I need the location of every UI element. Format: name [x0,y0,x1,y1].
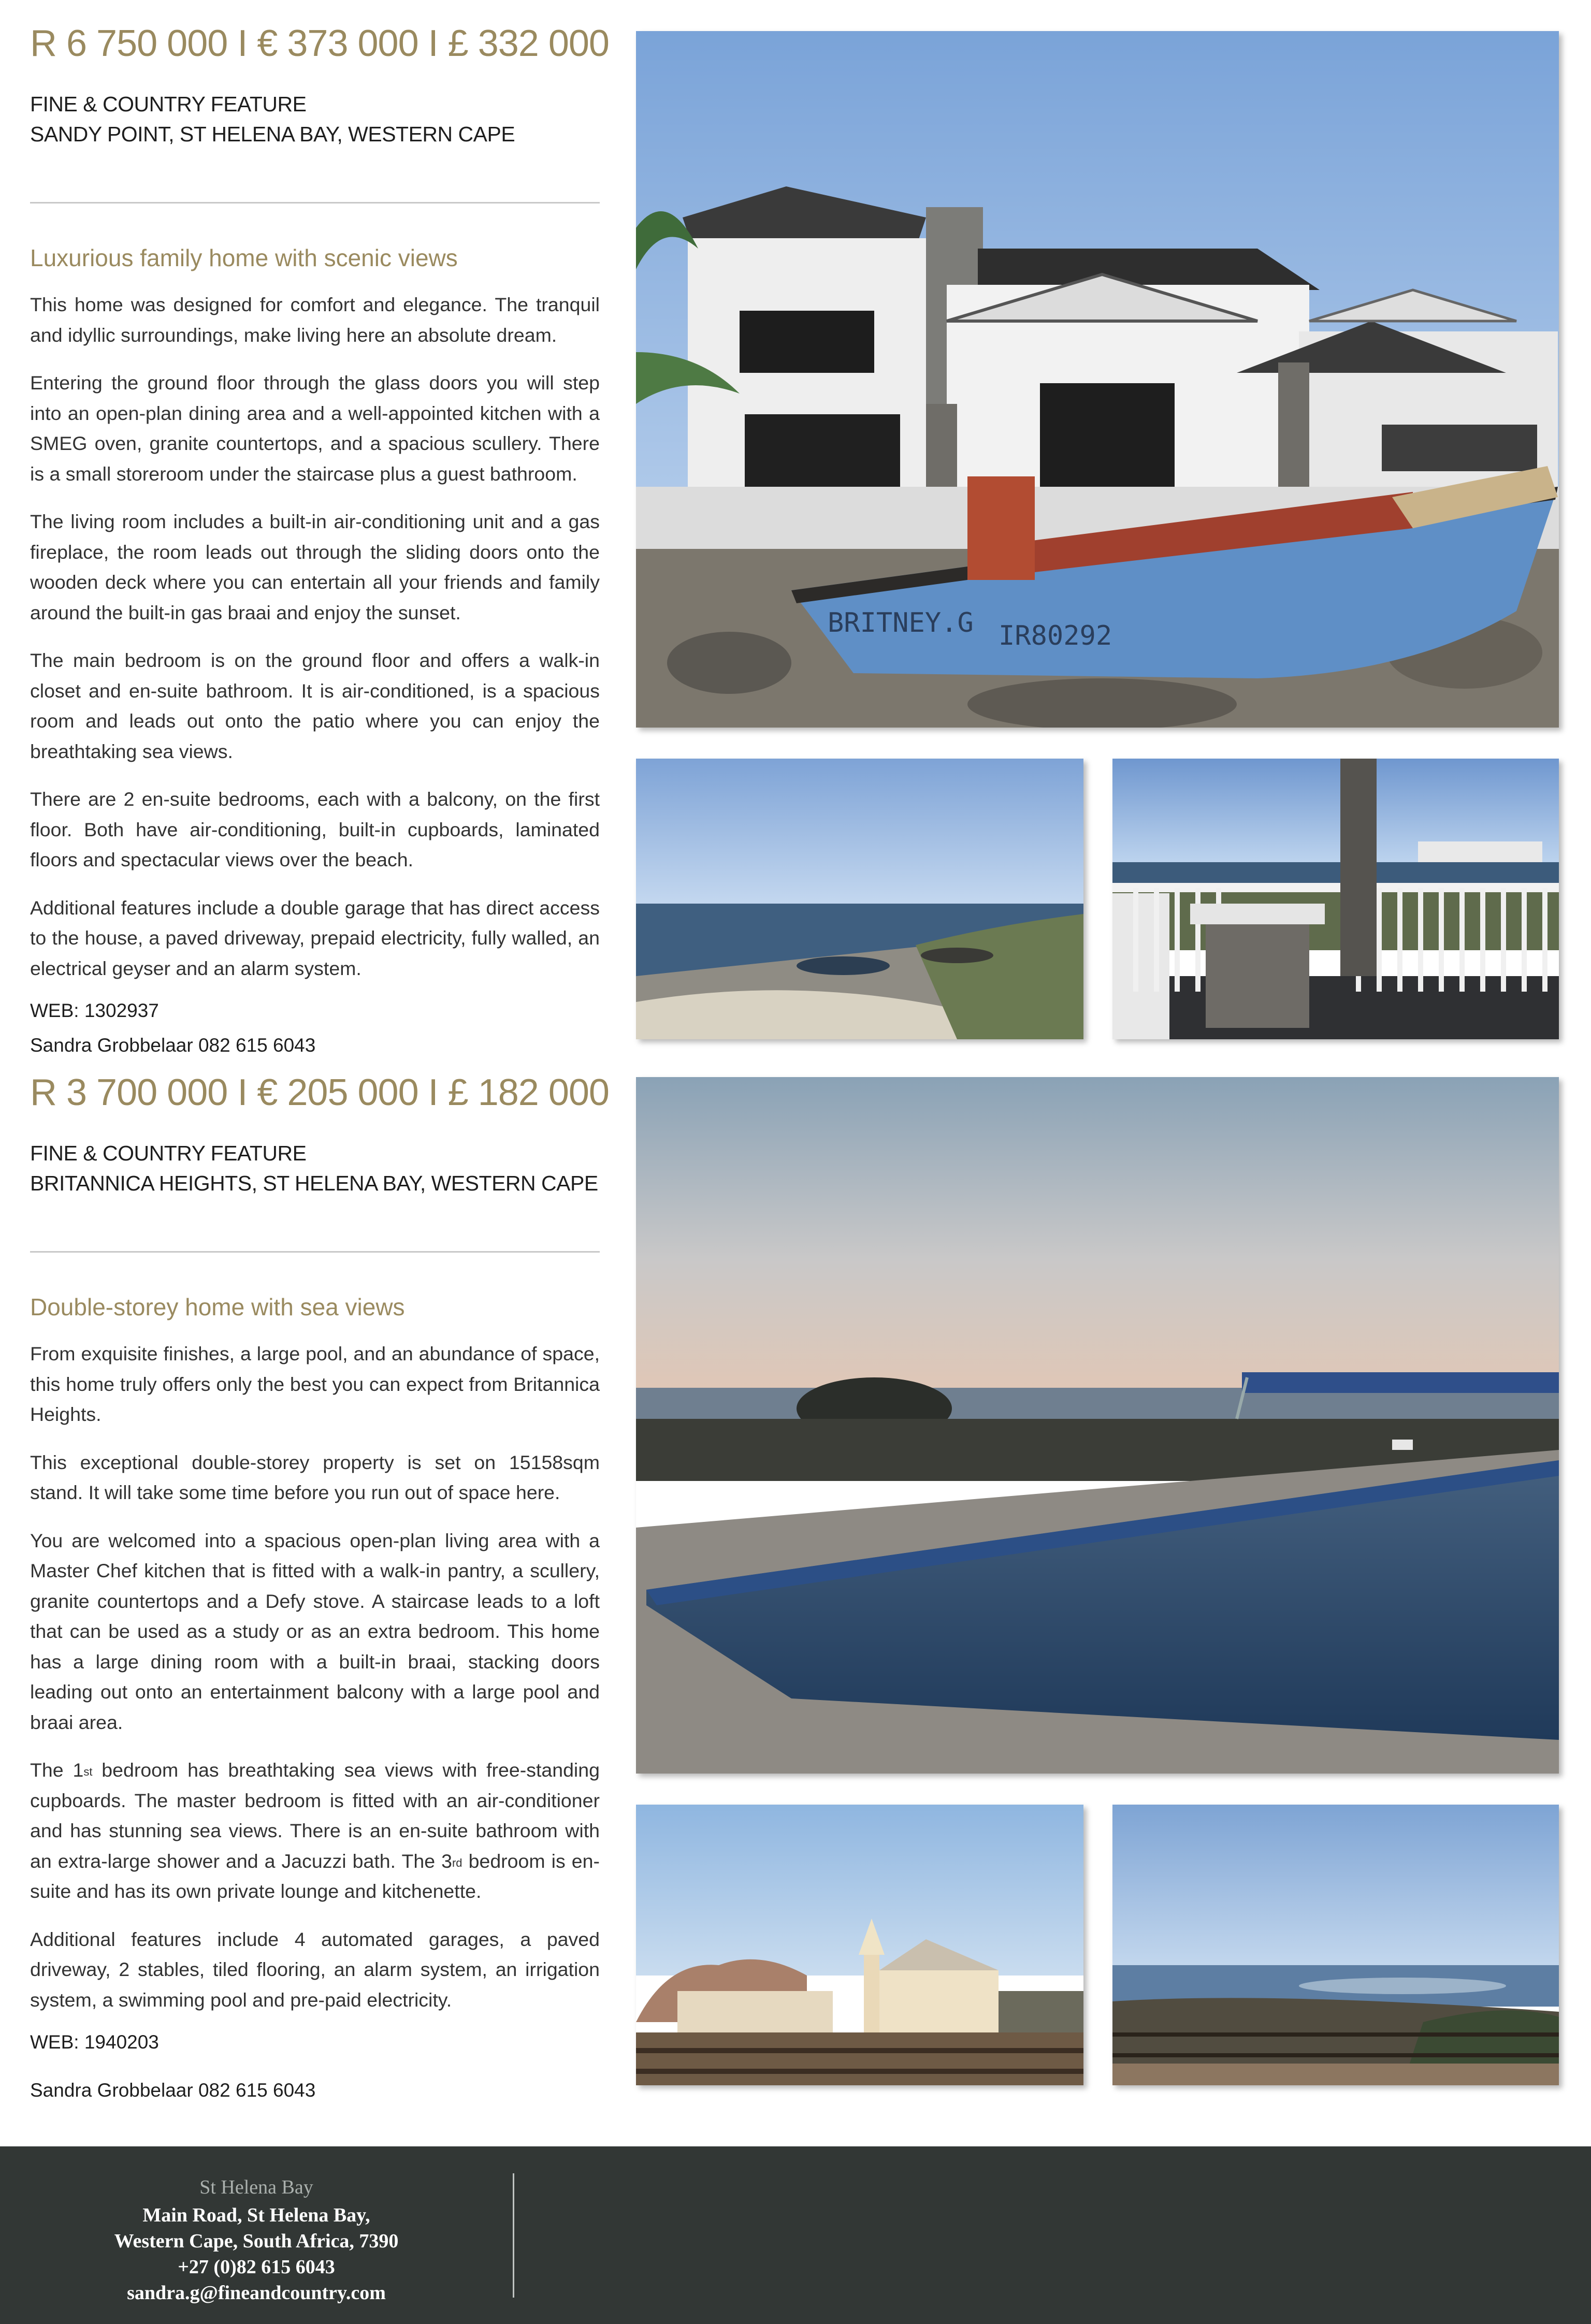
paragraph-text: The 1 [30,1759,84,1781]
paragraph: This home was designed for comfort and elegance. The tranquil and idyllic surroundings, make living here an absolute dream. [30,294,600,346]
ordinal-suffix: rd [452,1856,462,1869]
headline: Luxurious family home with scenic views [30,244,458,271]
listing-text [30,1072,609,2101]
house-boat-image [636,31,1559,728]
feature-label: FINE & COUNTRY FEATURE [30,92,307,116]
listing-text [30,23,609,1056]
paragraph: The living room includes a built-in air-conditioning unit and a gas fireplace, the room leads out through the sliding doors onto the wooden deck where you can entertain all your friends and family around the built-in gas braai and enjoy the sunset. [30,511,600,623]
office-phone: +27 (0)82 615 6043 [178,2256,335,2278]
photo-rocky-beach [636,759,1083,1039]
paragraph: You are welcomed into a spacious open-plan living area with a Master Chef kitchen that is fitted with a walk-in pantry, a scullery, granite countertops and a Defy stove. A staircase leads to a loft that can be used as a study or as an extra bedroom. This home has a large dining room with a built-in braai, stacking doors leading out onto an entertainment balcony with a large pool and braai area. [30,1529,600,1733]
feature-label: FINE & COUNTRY FEATURE [30,1141,307,1165]
footer-divider [513,2173,514,2298]
price: R 6 750 000 I € 373 000 I £ 332 000 [30,23,609,64]
listing-sandy-point [0,0,1591,1056]
sea-view-image [1112,1805,1559,2085]
paragraph: Entering the ground floor through the glass doors you will step into an open-plan dining area and a well-appointed kitchen with a SMEG oven, granite countertops, and a spacious scullery. There is a small storeroom under the staircase plus a guest bathroom. [30,372,600,485]
description [30,1339,600,2015]
ordinal-suffix: st [83,1765,93,1778]
paragraph: The main bedroom is on the ground floor and offers a walk-in closet and en-suite bathroom. It is air-conditioned, is a spacious room and leads out onto the patio where you can enjoy the breathtaking sea views. [30,649,600,762]
photo-sea-view [1112,1805,1559,2085]
office-email[interactable]: sandra.g@fineandcountry.com [127,2282,386,2304]
office-address-line2: Western Cape, South Africa, 7390 [114,2230,399,2252]
pool-image [636,1077,1559,1774]
paragraph-text: bedroom is en-suite and has its own private lounge and kitchenette. [30,1850,600,1902]
agent-contact: Sandra Grobbelaar 082 615 6043 [30,2080,316,2101]
house-exterior-image [636,1805,1083,2085]
web-reference: WEB: 1940203 [30,2031,159,2053]
photo-house-exterior [636,1805,1083,2085]
balcony-view-image [1112,759,1559,1039]
description [30,289,600,983]
agent-contact: Sandra Grobbelaar 082 615 6043 [30,1035,316,1056]
location: SANDY POINT, ST HELENA BAY, WESTERN CAPE [30,122,515,146]
photo-balcony-view [1112,759,1559,1039]
paragraph: Additional features include a double garage that has direct access to the house, a paved driveway, prepaid electricity, fully walled, an electrical geyser and an alarm system. [30,896,600,979]
office-footer [0,2146,1591,2324]
boat-registration-text: IR80292 [999,620,1112,651]
paragraph: This exceptional double-storey property is set on 15158sqm stand. It will take some time before you run out of space here. [30,1451,600,1503]
paragraph-text: bedroom has breathtaking sea views with free-standing cupboards. The master bedroom is fitted with an air-conditioner and has stunning sea views. There is an en-suite bathroom with an extra-large shower and a Jacuzzi bath. The 3 [30,1759,600,1872]
paragraph: Additional features include 4 automated garages, a paved driveway, 2 stables, tiled flooring, an alarm system, an irrigation system, a swimming pool and pre-paid electricity. [30,1928,600,2011]
boat-name-text: BRITNEY.G [828,607,974,638]
main-photo-pool [636,1077,1559,1774]
listing-britannica-heights [0,1051,1591,2118]
headline: Double-storey home with sea views [30,1294,405,1320]
paragraph: From exquisite finishes, a large pool, and an abundance of space, this home truly offers only the best you can expect from Britannica Heights. [30,1343,600,1425]
paragraph: There are 2 en-suite bedrooms, each with a balcony, on the first floor. Both have air-conditioning, built-in cupboards, laminated floors and spectacular views over the beach. [30,788,600,870]
office-contact [83,2172,430,2306]
office-address-line1: Main Road, St Helena Bay, [142,2204,370,2226]
price: R 3 700 000 I € 205 000 I £ 182 000 [30,1072,609,1113]
office-name: St Helena Bay [199,2176,313,2198]
rocky-beach-image [636,759,1083,1039]
paragraph [30,1755,600,1907]
main-photo-house-boat [636,31,1559,728]
web-reference: WEB: 1302937 [30,1000,159,1021]
location: BRITANNICA HEIGHTS, ST HELENA BAY, WESTERN CAPE [30,1171,598,1195]
